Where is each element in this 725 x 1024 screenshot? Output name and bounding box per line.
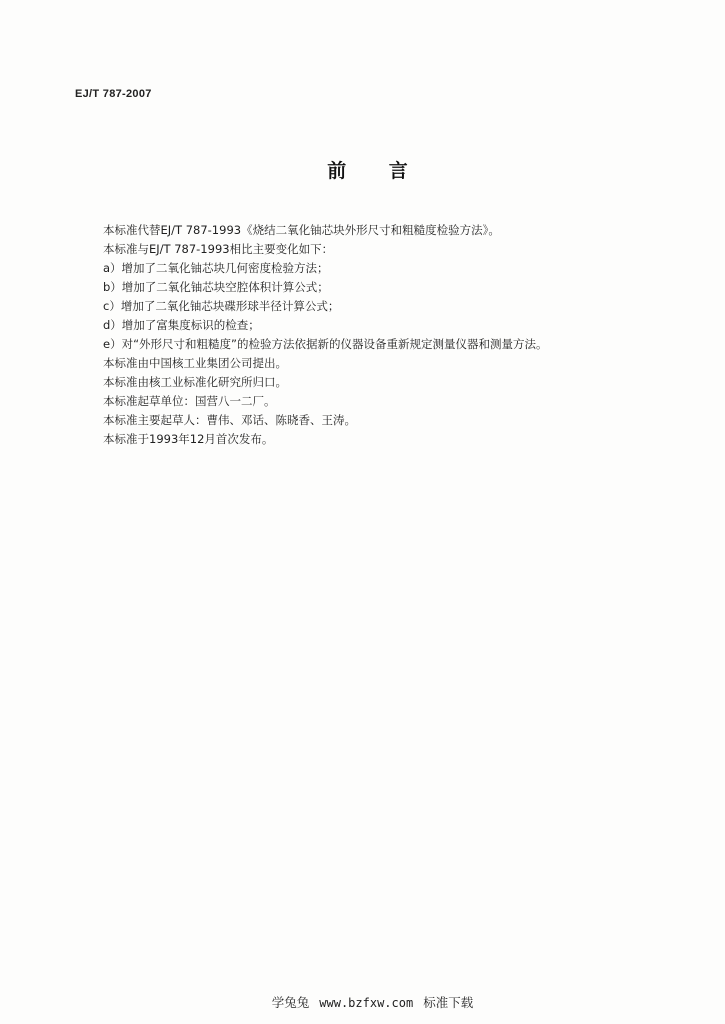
foreword-change-item-d: d）增加了富集度标识的检查； xyxy=(103,318,260,332)
foreword-line-drafting-unit: 本标准起草单位：国营八一二厂。 xyxy=(103,394,276,408)
page-title: 前 言 xyxy=(327,160,426,182)
foreword-change-item-b: b）增加了二氧化铀芯块空腔体积计算公式； xyxy=(103,280,329,294)
foreword-change-item-a: a）增加了二氧化铀芯块几何密度检验方法； xyxy=(103,261,329,275)
footer-watermark xyxy=(0,993,725,1011)
footer-site-name: 学兔兔 xyxy=(271,995,310,1010)
foreword-change-item-c: c）增加了二氧化铀芯块碟形球半径计算公式； xyxy=(103,299,340,313)
foreword-line-drafters: 本标准主要起草人：曹伟、邓话、陈晓香、王涛。 xyxy=(103,413,356,427)
foreword-line-changes-intro: 本标准与EJ/T 787-1993相比主要变化如下： xyxy=(103,242,334,256)
foreword-body xyxy=(103,221,663,449)
foreword-line-centralized-by: 本标准由核工业标准化研究所归口。 xyxy=(103,375,287,389)
document-code: EJ/T 787-2007 xyxy=(75,88,152,100)
foreword-line-proposed-by: 本标准由中国核工业集团公司提出。 xyxy=(103,356,287,370)
footer-tagline: 标准下载 xyxy=(423,995,474,1010)
foreword-change-item-e: e）对“外形尺寸和粗糙度”的检验方法依据新的仪器设备重新规定测量仪器和测量方法。 xyxy=(103,337,548,351)
footer-url-link[interactable]: www.bzfxw.com xyxy=(319,996,414,1010)
foreword-line-replaces: 本标准代替EJ/T 787-1993《烧结二氧化铀芯块外形尺寸和粗糙度检验方法》。 xyxy=(103,223,500,237)
foreword-line-first-published: 本标准于1993年12月首次发布。 xyxy=(103,432,274,446)
